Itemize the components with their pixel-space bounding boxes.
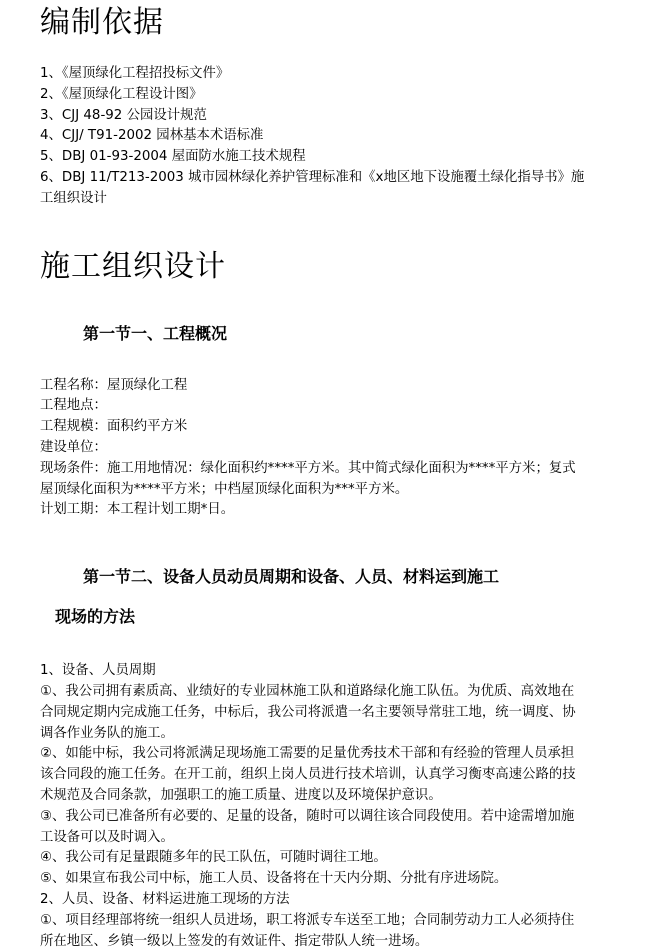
section2-line: ④、我公司有足量跟随多年的民工队伍，可随时调往工地。 <box>40 850 387 866</box>
basis-item: 4、CJJ/ T91-2002 园林基本术语标准 <box>40 128 264 144</box>
section1-line: 计划工期：本工程计划工期*日。 <box>40 502 235 518</box>
heading-basis: 编制依据 <box>40 5 164 40</box>
basis-item: 3、CJJ 48-92 公园设计规范 <box>40 107 207 123</box>
basis-item: 工组织设计 <box>40 190 107 206</box>
section2-line: ⑤、如果宣布我公司中标，施工人员、设备将在十天内分期、分批有序进场院。 <box>40 871 508 887</box>
section2-line: 该合同段的施工任务。在开工前，组织上岗人员进行技术培训，认真学习衡枣高速公路的技 <box>40 767 576 783</box>
section1-body <box>40 376 600 522</box>
section1-line: 屋顶绿化面积为****平方米；中档屋顶绿化面积为***平方米。 <box>40 481 409 497</box>
basis-item: 2、《屋顶绿化工程设计图》 <box>40 86 203 102</box>
section1-line: 工程名称：屋顶绿化工程 <box>40 377 188 393</box>
section2-line: ③、我公司已准备所有必要的、足量的设备，随时可以调往该合同段使用。若中途需增加施 <box>40 808 575 824</box>
section1-line: 建设单位： <box>40 439 107 455</box>
basis-list <box>40 64 600 210</box>
section1-line: 工程地点： <box>40 398 107 414</box>
section1-title: 第一节一、工程概况 <box>83 323 228 343</box>
section2-line: 工设备可以及时调入。 <box>40 829 174 845</box>
section2-line: ①、项目经理部将统一组织人员进场，职工将派专车送至工地；合同制劳动力工人必须持住 <box>40 912 575 928</box>
section2-body <box>40 661 600 952</box>
heading-construction-design: 施工组织设计 <box>40 248 226 284</box>
document-page <box>40 0 600 952</box>
section2-line: 术规范及合同条款，加强职工的施工质量、进度以及环境保护意识。 <box>40 787 442 803</box>
basis-item: 6、DBJ 11/T213-2003 城市园林绿化养护管理标准和《x地区地下设施覆土绿化指导书》施 <box>40 169 585 185</box>
section2-line: ②、如能中标，我公司将派满足现场施工需要的足量优秀技术干部和有经验的管理人员承担 <box>40 746 575 762</box>
section2-title-line1: 第一节二、设备人员动员周期和设备、人员、材料运到施工 <box>83 567 500 587</box>
section2-line: 2、人员、设备、材料运进施工现场的方法 <box>40 891 290 907</box>
section2-line: ①、我公司拥有素质高、业绩好的专业园林施工队和道路绿化施工队伍。为优质、高效地在 <box>40 683 575 699</box>
section1-line: 现场条件：施工用地情况：绿化面积约****平方米。其中简式绿化面积为****平方米；复式 <box>40 460 576 476</box>
section2-line: 合同规定期内完成施工任务，中标后，我公司将派遣一名主要领导常驻工地，统一调度、协 <box>40 704 576 720</box>
basis-item: 1、《屋顶绿化工程招投标文件》 <box>40 66 230 81</box>
section2-line: 所在地区、乡镇一级以上签发的有效证件、指定带队人统一进场。 <box>40 933 429 949</box>
section2-line: 1、设备、人员周期 <box>40 663 156 679</box>
basis-item: 5、DBJ 01-93-2004 屋面防水施工技术规程 <box>40 149 306 165</box>
section2-line: 调各作业务队的施工。 <box>40 725 174 741</box>
section2-title-line2: 现场的方法 <box>55 607 136 627</box>
section1-line: 工程规模：面积约平方米 <box>40 419 188 435</box>
